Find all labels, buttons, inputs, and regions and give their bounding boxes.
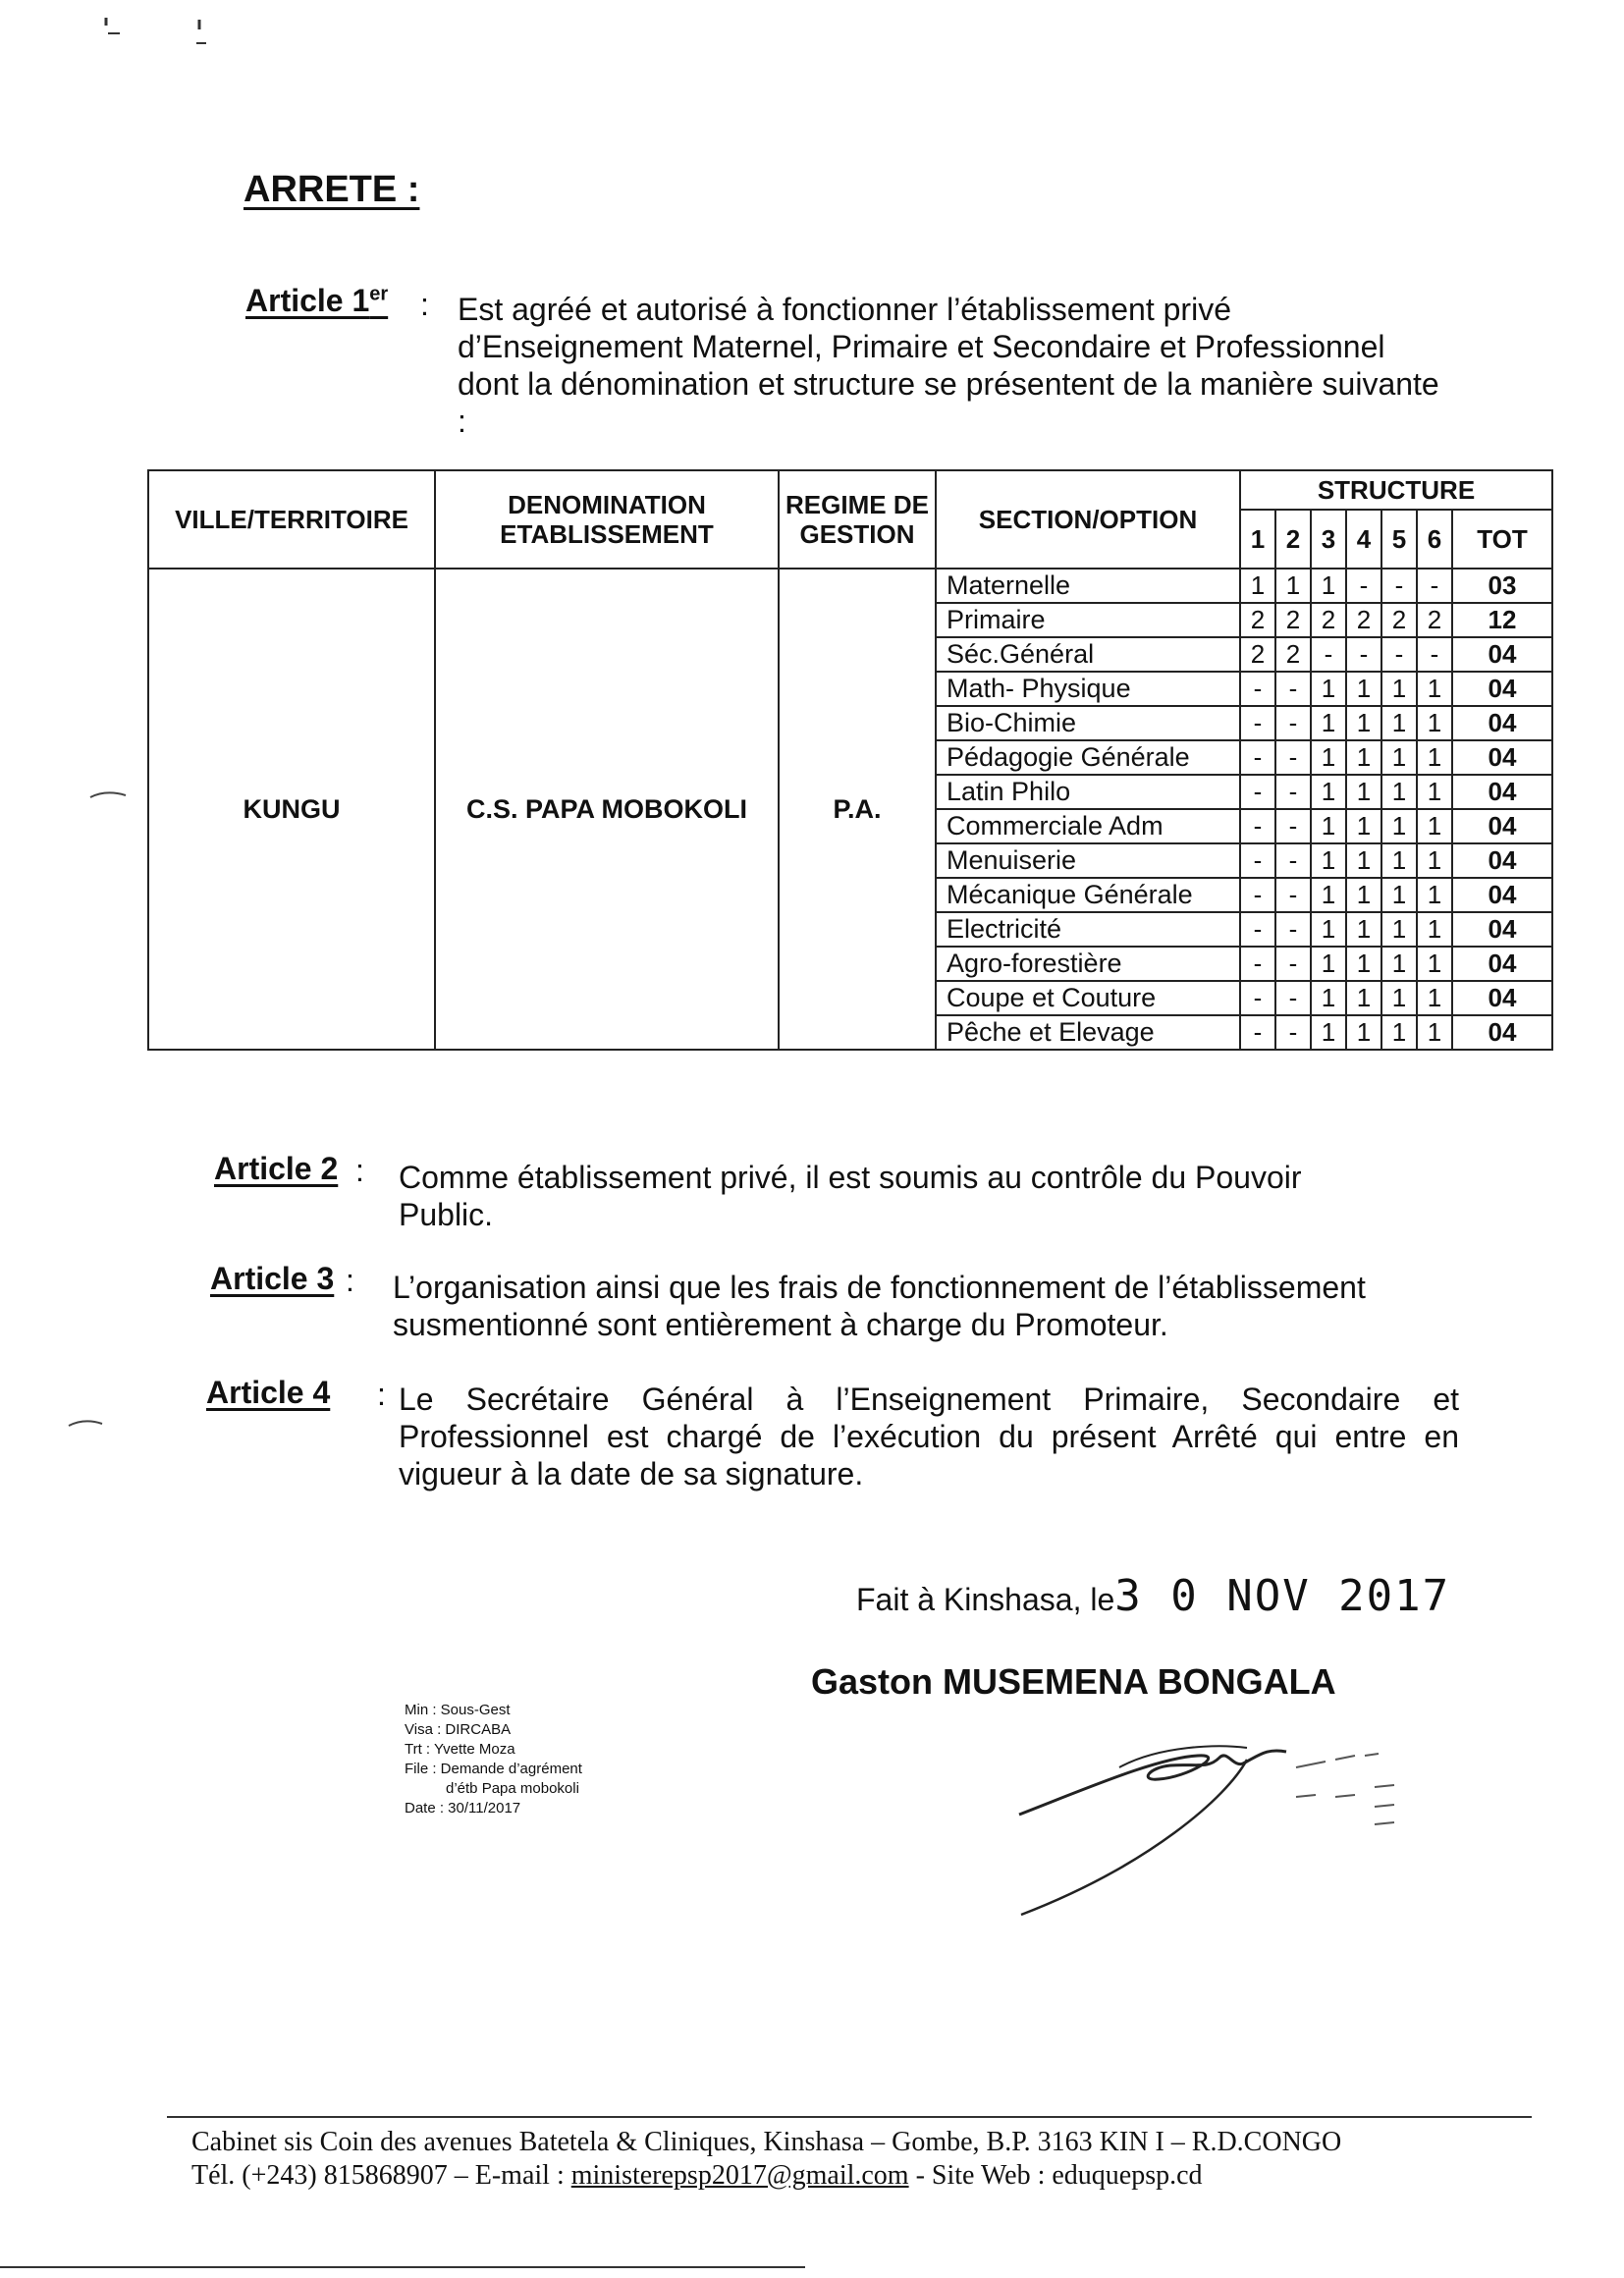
level-cell: -	[1417, 569, 1452, 603]
section-option-cell: Electricité	[936, 912, 1240, 947]
level-cell: 1	[1346, 775, 1381, 809]
level-cell: -	[1311, 637, 1346, 672]
header-regime: REGIME DE GESTION	[779, 470, 936, 569]
level-cell: 1	[1381, 1015, 1417, 1050]
level-cell: 1	[1417, 775, 1452, 809]
level-cell: 1	[1346, 878, 1381, 912]
level-cell: 1	[1417, 1015, 1452, 1050]
section-option-cell: Maternelle	[936, 569, 1240, 603]
header-tot: TOT	[1452, 510, 1552, 569]
ref-line: Min : Sous-Gest	[405, 1702, 511, 1718]
level-cell: -	[1346, 569, 1381, 603]
article-1-superscript: er	[369, 283, 389, 305]
level-cell: -	[1240, 981, 1275, 1015]
article-3-colon: :	[346, 1263, 354, 1298]
level-cell: 1	[1311, 740, 1346, 775]
total-cell: 04	[1452, 878, 1552, 912]
document-heading: ARRETE :	[244, 169, 420, 210]
handwritten-signature	[1001, 1708, 1434, 1925]
section-option-cell: Coupe et Couture	[936, 981, 1240, 1015]
header-level-2: 2	[1275, 510, 1311, 569]
level-cell: 1	[1311, 912, 1346, 947]
level-cell: 1	[1311, 775, 1346, 809]
denomination-cell: C.S. PAPA MOBOKOLI	[435, 569, 779, 1050]
level-cell: -	[1240, 843, 1275, 878]
level-cell: -	[1240, 809, 1275, 843]
level-cell: -	[1275, 706, 1311, 740]
section-option-cell: Latin Philo	[936, 775, 1240, 809]
section-option-cell: Menuiserie	[936, 843, 1240, 878]
level-cell: 1	[1346, 706, 1381, 740]
level-cell: 1	[1346, 672, 1381, 706]
level-cell: 1	[1275, 569, 1311, 603]
level-cell: -	[1240, 912, 1275, 947]
level-cell: 1	[1311, 1015, 1346, 1050]
level-cell: 1	[1346, 912, 1381, 947]
level-cell: 1	[1311, 569, 1346, 603]
level-cell: -	[1240, 672, 1275, 706]
section-option-cell: Primaire	[936, 603, 1240, 637]
level-cell: -	[1240, 706, 1275, 740]
header-level-3: 3	[1311, 510, 1346, 569]
total-cell: 04	[1452, 843, 1552, 878]
level-cell: 2	[1311, 603, 1346, 637]
total-cell: 04	[1452, 775, 1552, 809]
signature-place: Fait à Kinshasa, le	[856, 1582, 1115, 1617]
level-cell: -	[1240, 1015, 1275, 1050]
level-cell: 1	[1381, 912, 1417, 947]
regime-cell: P.A.	[779, 569, 936, 1050]
signature-date-stamp: 3 0 NOV 2017	[1114, 1571, 1451, 1621]
level-cell: -	[1417, 637, 1452, 672]
header-level-4: 4	[1346, 510, 1381, 569]
table-row	[148, 569, 1552, 603]
level-cell: -	[1346, 637, 1381, 672]
article-1-label-text: Article 1	[245, 283, 370, 318]
level-cell: -	[1275, 809, 1311, 843]
level-cell: -	[1240, 878, 1275, 912]
level-cell: 1	[1417, 740, 1452, 775]
level-cell: 1	[1417, 672, 1452, 706]
header-section: SECTION/OPTION	[936, 470, 1240, 569]
header-level-6: 6	[1417, 510, 1452, 569]
total-cell: 04	[1452, 672, 1552, 706]
header-level-1: 1	[1240, 510, 1275, 569]
article-3-label: Article 3	[210, 1261, 335, 1296]
footer-rule	[167, 2116, 1532, 2118]
level-cell: 1	[1381, 981, 1417, 1015]
ref-line: Visa : DIRCABA	[405, 1721, 512, 1738]
footer-tel: Tél. (+243) 815868907 – E-mail :	[191, 2160, 565, 2191]
level-cell: -	[1275, 912, 1311, 947]
level-cell: 2	[1346, 603, 1381, 637]
level-cell: 1	[1381, 809, 1417, 843]
level-cell: 1	[1381, 878, 1417, 912]
level-cell: 1	[1240, 569, 1275, 603]
article-1-colon: :	[420, 287, 429, 322]
signature-place-line	[856, 1571, 1450, 1621]
total-cell: 04	[1452, 947, 1552, 981]
total-cell: 04	[1452, 912, 1552, 947]
article-2-label: Article 2	[214, 1151, 339, 1186]
header-denomination: DENOMINATION ETABLISSEMENT	[435, 470, 779, 569]
level-cell: -	[1381, 569, 1417, 603]
level-cell: 1	[1381, 843, 1417, 878]
total-cell: 12	[1452, 603, 1552, 637]
level-cell: 1	[1311, 706, 1346, 740]
section-option-cell: Agro-forestière	[936, 947, 1240, 981]
level-cell: 1	[1311, 947, 1346, 981]
level-cell: 1	[1346, 740, 1381, 775]
signer-name: Gaston MUSEMENA BONGALA	[811, 1661, 1336, 1702]
level-cell: -	[1275, 878, 1311, 912]
article-1-label	[245, 283, 388, 319]
section-option-cell: Commerciale Adm	[936, 809, 1240, 843]
level-cell: 1	[1311, 843, 1346, 878]
ref-line: Trt : Yvette Moza	[405, 1741, 515, 1758]
footer-address	[191, 2126, 1341, 2193]
article-1-text: Est agréé et autorisé à fonctionner l’établissement privé d’Enseignement Maternel, Primaire et Secondaire et Professionnel dont la dénomination et structure se présentent de la manière suivante :	[458, 292, 1439, 439]
level-cell: -	[1275, 981, 1311, 1015]
level-cell: 2	[1240, 603, 1275, 637]
level-cell: 2	[1381, 603, 1417, 637]
level-cell: -	[1275, 740, 1311, 775]
bottom-rule	[0, 2266, 805, 2268]
article-3-text: L’organisation ainsi que les frais de fonctionnement de l’établissement susmentionné sont entièrement à charge du Promoteur.	[393, 1270, 1366, 1342]
level-cell: 2	[1275, 637, 1311, 672]
header-ville: VILLE/TERRITOIRE	[148, 470, 435, 569]
footer-email-link[interactable]: ministerepsp2017@gmail.com	[570, 2160, 909, 2191]
level-cell: -	[1275, 672, 1311, 706]
footer-web: - Site Web : eduquepsp.cd	[915, 2160, 1203, 2191]
article-4-label: Article 4	[206, 1375, 331, 1410]
ref-line: d’étb Papa mobokoli	[446, 1780, 579, 1797]
level-cell: -	[1381, 637, 1417, 672]
total-cell: 04	[1452, 981, 1552, 1015]
ville-cell: KUNGU	[148, 569, 435, 1050]
level-cell: 1	[1381, 740, 1417, 775]
level-cell: 1	[1417, 843, 1452, 878]
level-cell: 1	[1417, 981, 1452, 1015]
article-4-text: Le Secrétaire Général à l’Enseignement Primaire, Secondaire et Professionnel est chargé de l’exécution du présent Arrêté qui entre en vigueur à la date de sa signature.	[399, 1382, 1459, 1492]
structure-table	[147, 469, 1553, 1051]
level-cell: 1	[1346, 843, 1381, 878]
level-cell: 1	[1417, 947, 1452, 981]
level-cell: 1	[1381, 706, 1417, 740]
article-2-colon: :	[355, 1153, 364, 1188]
section-option-cell: Pêche et Elevage	[936, 1015, 1240, 1050]
level-cell: 2	[1275, 603, 1311, 637]
ref-line: File : Demande d’agrément	[405, 1761, 582, 1777]
total-cell: 04	[1452, 740, 1552, 775]
total-cell: 04	[1452, 706, 1552, 740]
section-option-cell: Séc.Général	[936, 637, 1240, 672]
ref-line: Date : 30/11/2017	[405, 1800, 521, 1817]
reference-block	[405, 1701, 582, 1818]
level-cell: 1	[1417, 706, 1452, 740]
level-cell: -	[1275, 843, 1311, 878]
total-cell: 04	[1452, 637, 1552, 672]
level-cell: -	[1275, 1015, 1311, 1050]
level-cell: 1	[1311, 809, 1346, 843]
total-cell: 03	[1452, 569, 1552, 603]
footer-line-1: Cabinet sis Coin des avenues Batetela & Cliniques, Kinshasa – Gombe, B.P. 3163 KIN I – R.D.CONGO	[191, 2127, 1342, 2157]
total-cell: 04	[1452, 809, 1552, 843]
level-cell: 2	[1240, 637, 1275, 672]
level-cell: -	[1275, 775, 1311, 809]
level-cell: -	[1240, 740, 1275, 775]
level-cell: 1	[1417, 912, 1452, 947]
footer-line-2	[191, 2159, 1341, 2193]
level-cell: -	[1275, 947, 1311, 981]
level-cell: 1	[1346, 981, 1381, 1015]
level-cell: 1	[1311, 878, 1346, 912]
level-cell: 1	[1417, 878, 1452, 912]
level-cell: 1	[1381, 672, 1417, 706]
article-2-text: Comme établissement privé, il est soumis au contrôle du Pouvoir Public.	[399, 1160, 1302, 1232]
level-cell: 1	[1417, 809, 1452, 843]
header-level-5: 5	[1381, 510, 1417, 569]
level-cell: 1	[1346, 809, 1381, 843]
level-cell: -	[1240, 775, 1275, 809]
level-cell: 1	[1346, 947, 1381, 981]
section-option-cell: Math- Physique	[936, 672, 1240, 706]
level-cell: 1	[1381, 947, 1417, 981]
level-cell: 1	[1311, 981, 1346, 1015]
level-cell: 1	[1381, 775, 1417, 809]
article-4-colon: :	[377, 1377, 386, 1412]
section-option-cell: Mécanique Générale	[936, 878, 1240, 912]
level-cell: 1	[1346, 1015, 1381, 1050]
header-structure: STRUCTURE	[1240, 470, 1552, 510]
total-cell: 04	[1452, 1015, 1552, 1050]
level-cell: 2	[1417, 603, 1452, 637]
level-cell: 1	[1311, 672, 1346, 706]
section-option-cell: Bio-Chimie	[936, 706, 1240, 740]
section-option-cell: Pédagogie Générale	[936, 740, 1240, 775]
level-cell: -	[1240, 947, 1275, 981]
